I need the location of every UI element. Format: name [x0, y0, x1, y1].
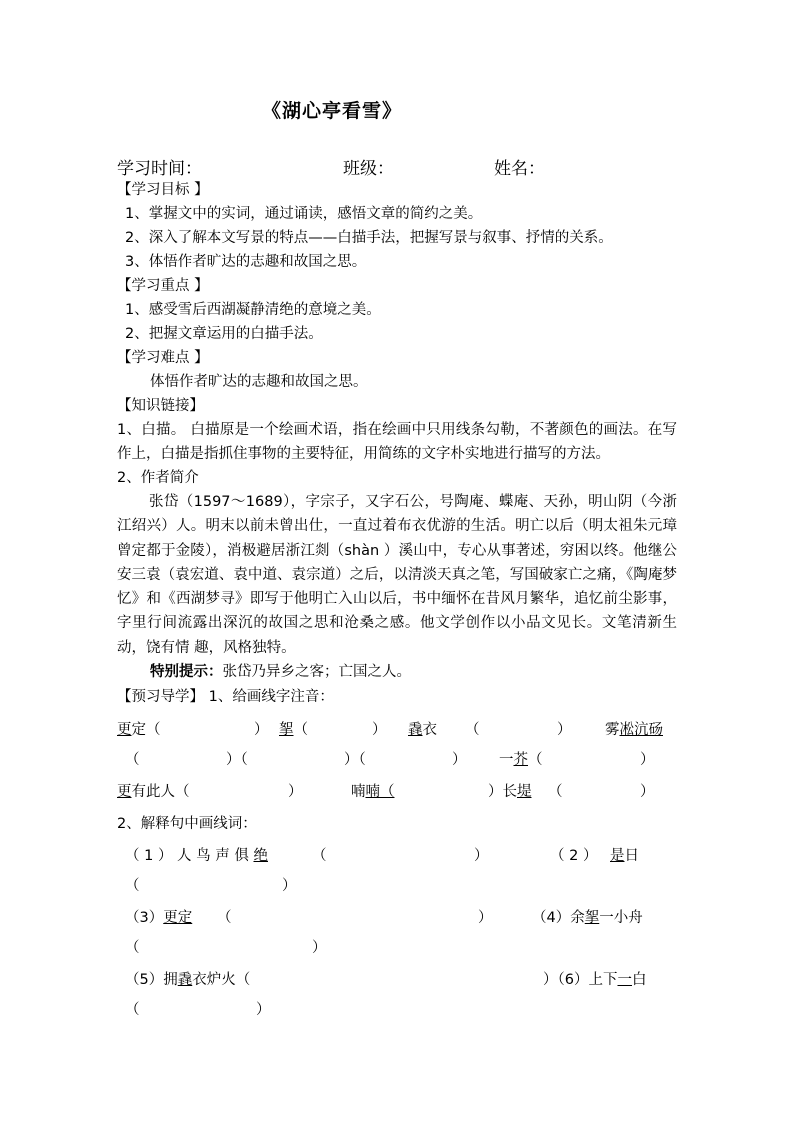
- author-heading: 2、作者简介: [117, 470, 199, 486]
- explain-item-2: [550, 844, 597, 865]
- plain-char: 喃: [351, 784, 366, 800]
- paren-close: ）: [372, 722, 387, 738]
- paren-open: （: [548, 784, 563, 800]
- underlined-chars: 凇沆砀: [619, 722, 663, 738]
- underlined-word: 绝: [253, 848, 268, 864]
- item-number: （ 2 ）: [550, 848, 598, 864]
- pinyin-word: [279, 718, 308, 739]
- plain-char: 白: [631, 972, 647, 988]
- objective-item: 2、深入了解本文写景的特点——白描手法，把握写景与叙事、抒情的关系。: [125, 230, 613, 246]
- paren-close: ）: [256, 1002, 271, 1018]
- plain-char: 雾: [605, 722, 620, 738]
- paren-pair: ）（: [226, 752, 248, 768]
- paren-close: ）: [478, 910, 493, 926]
- underlined-char: 挐: [584, 910, 600, 926]
- pinyin-word: [351, 780, 395, 801]
- underlined-word: 更定: [163, 910, 193, 926]
- pinyin-word: [408, 718, 437, 739]
- paren-open: （: [125, 1002, 140, 1018]
- item-text: ）（6）上下: [543, 972, 618, 988]
- question-1: 1、给画线字注音：: [208, 689, 334, 705]
- item-text: 一小舟: [599, 910, 643, 926]
- underlined-char: 更: [117, 722, 132, 738]
- paren-close: ）: [254, 722, 269, 738]
- preview-line: [117, 685, 677, 709]
- item-text: （4）余: [532, 910, 585, 926]
- paren-close: ）: [288, 784, 303, 800]
- special-note: [150, 660, 710, 684]
- special-note-label: 特别提示：: [150, 664, 223, 680]
- paren-open: （: [125, 940, 140, 956]
- paren-close: ）: [557, 722, 572, 738]
- paren-open: （: [125, 752, 140, 768]
- paren-open: （: [465, 722, 480, 738]
- key-points-heading: 【学习重点 】: [117, 278, 209, 294]
- underlined-char: 喃（: [365, 784, 395, 800]
- explain-word: [610, 844, 639, 865]
- preview-heading: 【预习导学】: [117, 689, 204, 705]
- plain-char: 日: [624, 848, 639, 864]
- underlined-char: 更: [117, 784, 132, 800]
- pinyin-word: [499, 748, 543, 769]
- plain-char: 衣: [422, 722, 437, 738]
- underlined-char: 芥: [513, 752, 528, 768]
- item-text: （ 1 ） 人 鸟 声 俱: [125, 848, 254, 864]
- explain-item-1: [125, 844, 268, 865]
- name-label: 姓名：: [494, 159, 545, 179]
- explain-item-4: [532, 906, 643, 927]
- baimiao-paragraph: 1、白描。 白描原是一个绘画术语，指在绘画中只用线条勾勒，不著颜色的画法。在写作上，白描是指抓住事物的主要特征，用简练的文字朴实地进行描写的方法。: [117, 422, 677, 463]
- explain-item-5: [125, 968, 250, 989]
- paren-open: （: [125, 878, 140, 894]
- paren-open: （: [312, 848, 327, 864]
- pinyin-word: [488, 780, 532, 801]
- author-paragraph: 张岱（1597～1689），字宗子，又字石公，号陶庵、蝶庵、天孙，明山阴（今浙江绍兴）人。明末以前未曾出仕，一直过着布衣优游的生活。明亡以后（明太祖朱元璋曾定都于金陵），消极避居浙江剡（shàn ）溪山中，专心从事著述，穷困以终。他继公安三袁（袁宏道、袁中道、袁宗道）之后，以清淡天真之笔，写国破家亡之痛，《陶庵梦忆》和《西湖梦寻》即写于他明亡入山以后，书中缅怀在昔风月繁华，追忆前尘影事，字里行间流露出深沉的故国之思和沧桑之感。他文学创作以小品文见长。文笔清新生动，饶有情 趣，风格独特。: [117, 494, 677, 656]
- explain-item-3: [125, 906, 192, 927]
- paren-open: （: [217, 910, 232, 926]
- pinyin-word: [605, 718, 663, 739]
- underlined-char: 挐: [279, 722, 294, 738]
- underlined-char: 一: [617, 972, 632, 988]
- explain-item-6: [543, 968, 646, 989]
- paren-close: ）: [452, 752, 467, 768]
- pinyin-word: [117, 780, 190, 801]
- special-note-text: 张岱乃异乡之客；亡国之人。: [222, 664, 411, 680]
- key-point-item: 1、感受雪后西湖凝静清绝的意境之美。: [125, 302, 381, 318]
- item-text: （5）拥: [125, 972, 178, 988]
- objective-item: 3、体悟作者旷达的志趣和故国之思。: [125, 254, 367, 270]
- paren-open: 有此人（: [131, 784, 190, 800]
- plain-char: 一: [499, 752, 514, 768]
- paren-open: 定（: [131, 722, 161, 738]
- paren-close: ）: [640, 752, 655, 768]
- underlined-word: 是: [610, 848, 625, 864]
- paren-open: （: [293, 722, 308, 738]
- objectives-heading: 【学习目标 】: [117, 182, 209, 198]
- study-time-label: 学习时间：: [117, 159, 202, 179]
- plain-text: ）长: [488, 784, 517, 800]
- paren-close: ）: [282, 878, 297, 894]
- paren-close: ）: [312, 940, 327, 956]
- underlined-char: 堤: [517, 784, 532, 800]
- item-number: （3）: [125, 910, 164, 926]
- page-title: 《湖心亭看雪》: [262, 100, 403, 122]
- underlined-char: 毳: [177, 972, 193, 988]
- paren-close: ）: [640, 784, 655, 800]
- pinyin-row-1: [117, 718, 161, 739]
- item-text: 衣炉火（: [192, 972, 251, 988]
- difficulties-heading: 【学习难点 】: [117, 350, 209, 366]
- objective-item: 1、掌握文中的实词，通过诵读，感悟文章的简约之美。: [125, 206, 483, 222]
- underlined-char: 毳: [408, 722, 423, 738]
- question-2: 2、解释句中画线词：: [117, 816, 257, 832]
- paren-close: ）: [474, 848, 489, 864]
- class-label: 班级：: [343, 159, 394, 179]
- difficulty-item: 体悟作者旷达的志趣和故国之思。: [150, 374, 368, 390]
- paren-open: （: [528, 752, 543, 768]
- key-point-item: 2、把握文章运用的白描手法。: [125, 326, 323, 342]
- paren-pair: ）（: [344, 752, 366, 768]
- knowledge-heading: 【知识链接】: [117, 398, 204, 414]
